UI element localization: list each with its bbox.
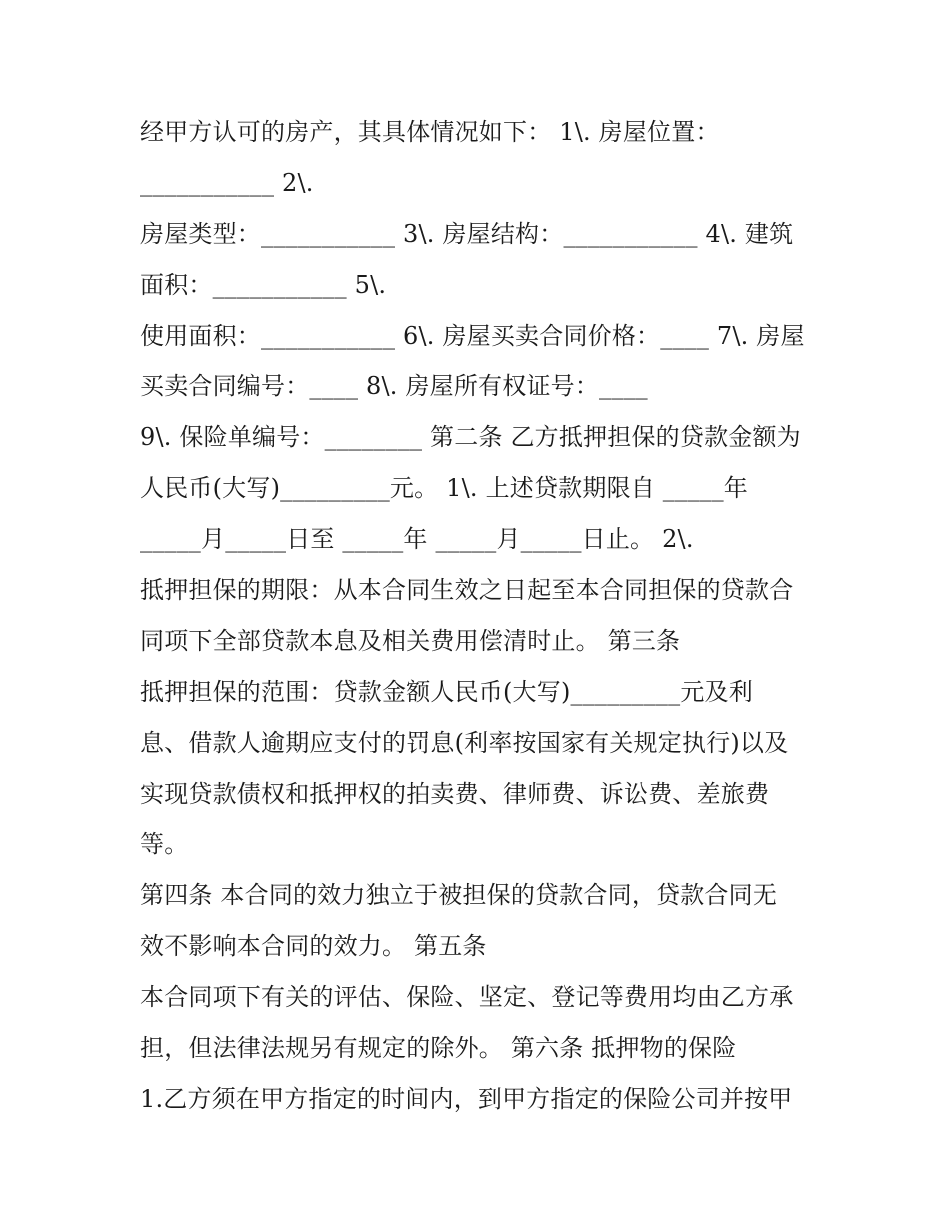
text-line-12: 抵押担保的范围：贷款金额人民币(大写)_________元及利 — [140, 677, 753, 706]
text-line-5: 使用面积：___________ 6\. 房屋买卖合同价格：____ 7\. 房屋 — [140, 321, 805, 350]
text-line-13: 息、借款人逾期应支付的罚息(利率按国家有关规定执行)以及 — [140, 728, 789, 757]
text-line-16: 第四条 本合同的效力独立于被担保的贷款合同，贷款合同无 — [140, 881, 778, 910]
text-line-8: 人民币(大写)_________元。 1\. 上述贷款期限自 _____年 — [140, 474, 748, 503]
text-line-15: 等。 — [140, 830, 189, 859]
text-line-3: 房屋类型：___________ 3\. 房屋结构：___________ 4\. 建筑 — [140, 219, 794, 248]
text-line-20: 1.乙方须在甲方指定的时间内，到甲方指定的保险公司并按甲 — [140, 1084, 793, 1113]
text-line-18: 本合同项下有关的评估、保险、坚定、登记等费用均由乙方承 — [140, 983, 794, 1012]
text-line-2: ___________ 2\. — [140, 168, 314, 197]
text-line-11: 同项下全部贷款本息及相关费用偿清时止。 第三条 — [140, 626, 681, 655]
text-line-9: _____月_____日至 _____年 _____月_____日止。 2\. — [140, 525, 694, 554]
text-line-1: 经甲方认可的房产，其具体情况如下： 1\. 房屋位置： — [140, 118, 720, 146]
text-line-14: 实现贷款债权和抵押权的拍卖费、律师费、诉讼费、差旅费 — [140, 779, 770, 808]
text-line-6: 买卖合同编号：____ 8\. 房屋所有权证号：____ — [140, 372, 648, 401]
contract-text — [140, 107, 840, 1125]
text-line-10: 抵押担保的期限：从本合同生效之日起至本合同担保的贷款合 — [140, 576, 794, 605]
text-line-7: 9\. 保险单编号：________ 第二条 乙方抵押担保的贷款金额为 — [140, 423, 801, 452]
text-line-4: 面积：___________ 5\. — [140, 270, 387, 299]
text-line-17: 效不影响本合同的效力。 第五条 — [140, 932, 487, 961]
text-line-19: 担，但法律法规另有规定的除外。 第六条 抵押物的保险 — [140, 1034, 737, 1063]
